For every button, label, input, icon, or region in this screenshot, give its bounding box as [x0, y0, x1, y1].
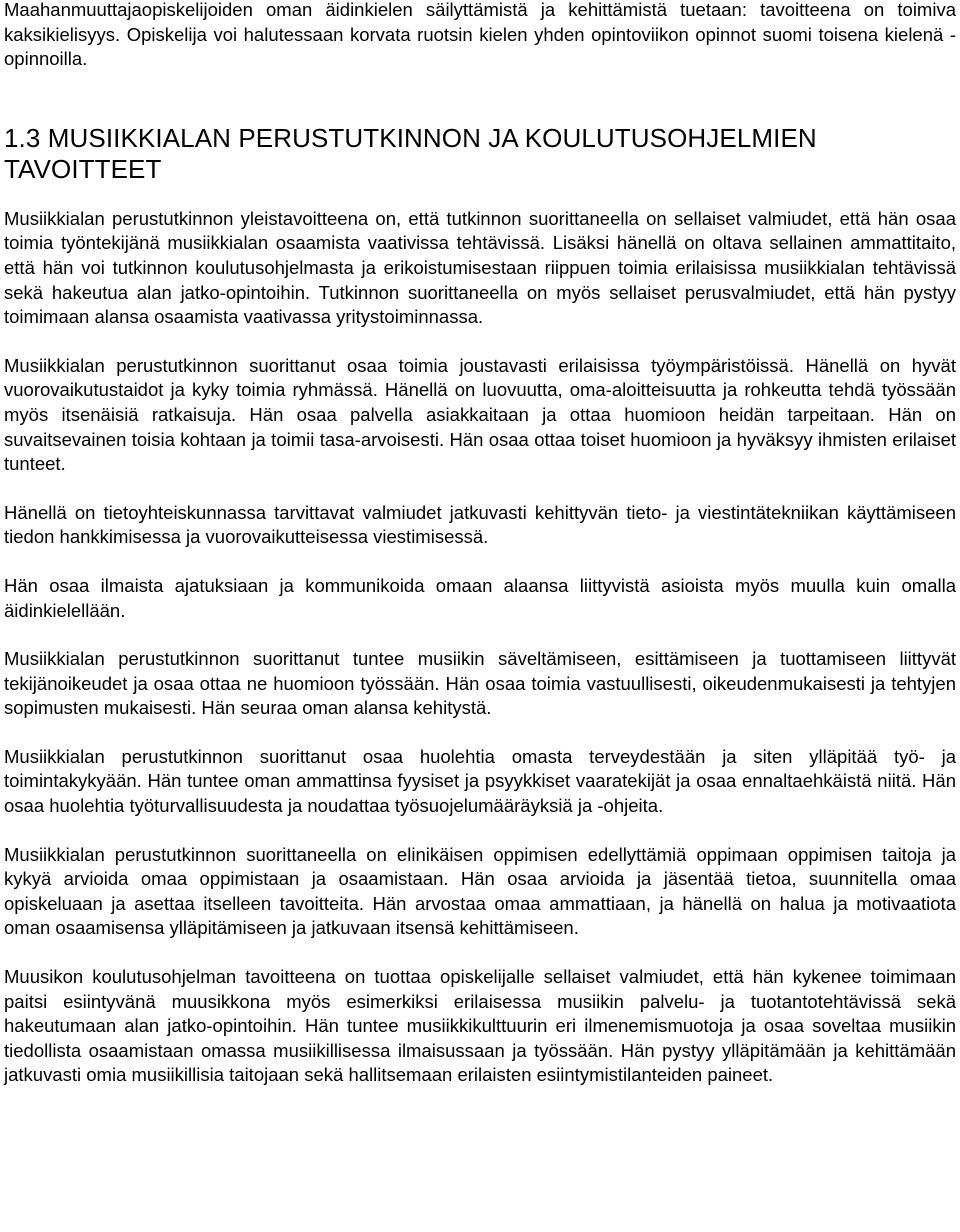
section-heading: 1.3 MUSIIKKIALAN PERUSTUTKINNON JA KOULUTUSOHJELMIEN TAVOITTEET — [4, 122, 817, 184]
document-page — [4, 0, 956, 1088]
paragraph-health-safety: Musiikkialan perustutkinnon suorittanut osaa huolehtia omasta terveydestään ja siten ylläpitää työ- ja toimintakykyään. Hän tuntee oman ammattinsa fyysiset ja psyykkiset vaaratekijät ja osaa ennaltaehkäistä niitä. Hän osaa huolehtia työturvallisuudesta ja noudattaa työsuojelumääräyksiä ja -ohjeita. — [4, 745, 956, 817]
intro-paragraph: Maahanmuuttajaopiskelijoiden oman äidinkielen säilyttämistä ja kehittämistä tuetaan: tavoitteena on toimiva kaksikielisyys. Opiskelija voi halutessaan korvata ruotsin kielen yhden opintoviikon opinnot suomi toisena kielenä -opinnoilla. — [4, 0, 956, 70]
paragraph-general-goals: Musiikkialan perustutkinnon yleistavoitteena on, että tutkinnon suorittaneella on sellaiset valmiudet, että hän osaa toimia työntekijänä musiikkialan osaamista vaativissa tehtävissä. Lisäksi hänellä on oltava sellainen ammattitaito, että hän voi tutkinnon koulutusohjelmasta ja erikoistumisestaan riippuen toimia erilaisissa musiikkialan tehtävissä sekä hakeutua alan jatko-opintoihin. Tutkinnon suorittaneella on myös sellaiset perusvalmiudet, että hän pystyy toimimaan alansa osaamista vaativassa yritystoiminnassa. — [4, 207, 956, 328]
paragraph-musician-programme: Muusikon koulutusohjelman tavoitteena on tuottaa opiskelijalle sellaiset valmiudet, että hän kykenee toimimaan paitsi esiintyvänä muusikkona myös esimerkiksi erilaisessa musiikin palvelu- ja tuotantotehtävissä sekä hakeutumaan alan jatko-opintoihin. Hän tuntee musiikkikulttuurin eri ilmenemismuotoja ja osaa soveltaa musiikin tiedollista osaamistaan omassa musiikillisessa ilmaisussaan ja työssään. Hän pystyy ylläpitämään ja kehittämään jatkuvasti omia musiikillisia taitojaan sekä hallitsemaan erilaisten esiintymistilanteiden paineet. — [4, 966, 956, 1086]
paragraph-copyrights: Musiikkialan perustutkinnon suorittanut tuntee musiikin säveltämiseen, esittämiseen ja tuottamiseen liittyvät tekijänoikeudet ja osaa ottaa ne huomioon työssään. Hän osaa toimia vastuullisesti, oikeudenmukaisesti ja tehtyjen sopimusten mukaisesti. Hän seuraa oman alansa kehitystä. — [4, 648, 956, 719]
paragraph-language-skills: Hän osaa ilmaista ajatuksiaan ja kommunikoida omaan alaansa liittyvistä asioista myös muulla kuin omalla äidinkielellään. — [4, 574, 956, 621]
paragraph-lifelong-learning: Musiikkialan perustutkinnon suorittaneella on elinikäisen oppimisen edellyttämiä oppimaan oppimisen taitoja ja kykyä arvioida omaa oppimistaan ja osaamistaan. Hän osaa arvioida ja jäsentää tietoa, suunnitella omaa opiskeluaan ja asettaa itselleen tavoitteita. Hän arvostaa omaa ammattiaan, ja hänellä on halua ja motivaatiota oman osaamisensa ylläpitämiseen ja jatkuvaan itsensä kehittämiseen. — [4, 843, 956, 939]
paragraph-ict-skills: Hänellä on tietoyhteiskunnassa tarvittavat valmiudet jatkuvasti kehittyvän tieto- ja viestintätekniikan käyttämiseen tiedon hankkimisessa ja vuorovaikutteisessa viestimisessä. — [4, 501, 956, 548]
paragraph-work-environments: Musiikkialan perustutkinnon suorittanut osaa toimia joustavasti erilaisissa työympäristöissä. Hänellä on hyvät vuorovaikutustaidot ja kyky toimia ryhmässä. Hänellä on luovuutta, oma-aloitteisuutta ja rohkeutta tehdä työssään myös itsenäisiä ratkaisuja. Hän osaa palvella asiakkaitaan ja ottaa huomioon heidän tarpeitaan. Hän on suvaitsevainen toisia kohtaan ja toimii tasa-arvoisesti. Hän osaa ottaa toiset huomioon ja hyväksyy ihmisten erilaiset tunteet. — [4, 354, 956, 475]
